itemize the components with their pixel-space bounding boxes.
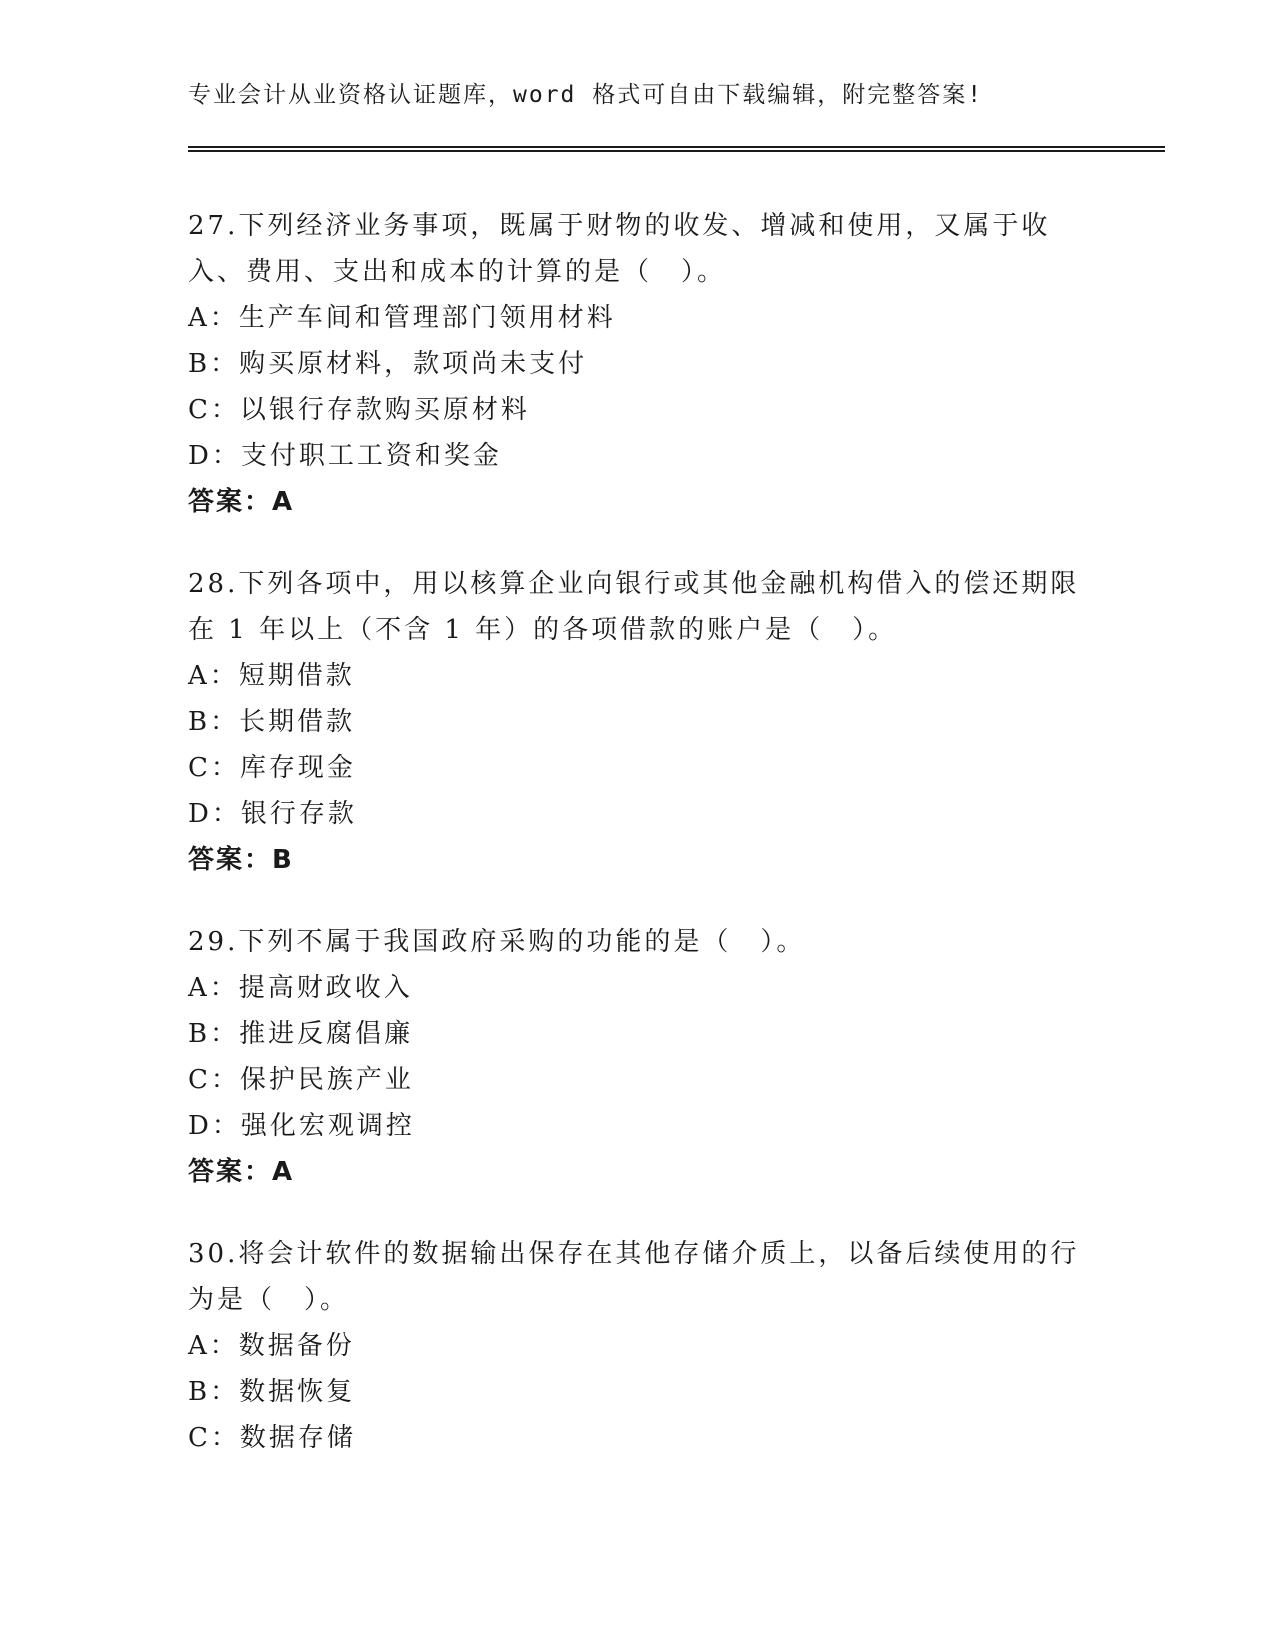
header-divider xyxy=(188,146,1165,152)
question-29 xyxy=(188,919,1088,1195)
option-a: A：短期借款 xyxy=(188,661,355,691)
question-stem: 29.下列不属于我国政府采购的功能的是（ ）。 xyxy=(188,927,806,957)
question-list xyxy=(188,203,1088,1497)
option-a: A：提高财政收入 xyxy=(188,973,413,1003)
option-c: C：以银行存款购买原材料 xyxy=(188,395,530,425)
option-c: C：保护民族产业 xyxy=(188,1065,414,1095)
answer-line: 答案：A xyxy=(188,487,295,517)
option-d: D：支付职工工资和奖金 xyxy=(188,441,502,471)
question-30 xyxy=(188,1231,1088,1461)
answer-line: 答案：B xyxy=(188,845,294,875)
option-b: B：购买原材料，款项尚未支付 xyxy=(188,349,588,379)
option-b: B：数据恢复 xyxy=(188,1377,356,1407)
option-b: B：推进反腐倡廉 xyxy=(188,1019,414,1049)
option-c: C：数据存储 xyxy=(188,1423,356,1453)
option-d: D：银行存款 xyxy=(188,799,357,829)
question-27 xyxy=(188,203,1088,525)
option-d: D：强化宏观调控 xyxy=(188,1111,415,1141)
question-stem: 27.下列经济业务事项，既属于财物的收发、增减和使用，又属于收入、费用、支出和成本的计算的是（ ）。 xyxy=(188,211,1051,287)
answer-line: 答案：A xyxy=(188,1157,295,1187)
question-stem: 28.下列各项中，用以核算企业向银行或其他金融机构借入的偿还期限在 1 年以上（不含 1 年）的各项借款的账户是（ ）。 xyxy=(188,569,1080,645)
option-b: B：长期借款 xyxy=(188,707,356,737)
question-stem: 30.将会计软件的数据输出保存在其他存储介质上，以备后续使用的行为是（ ）。 xyxy=(188,1239,1080,1315)
option-c: C：库存现金 xyxy=(188,753,356,783)
option-a: A：生产车间和管理部门领用材料 xyxy=(188,303,616,333)
header-note: 专业会计从业资格认证题库，word 格式可自由下载编辑，附完整答案! xyxy=(188,82,984,108)
option-a: A：数据备份 xyxy=(188,1331,355,1361)
question-28 xyxy=(188,561,1088,883)
